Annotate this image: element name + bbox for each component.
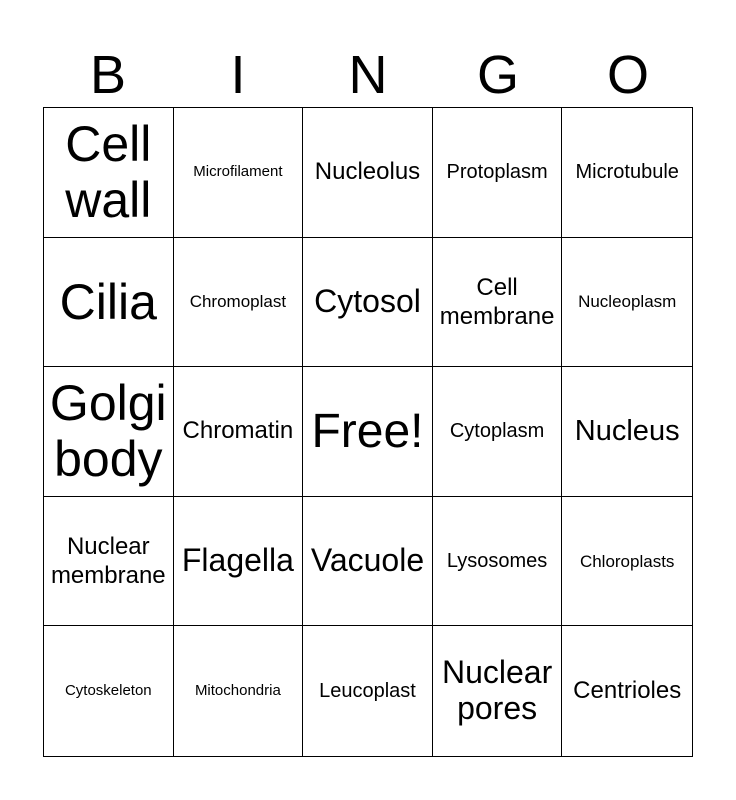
- header-letter-i: I: [230, 45, 246, 105]
- bingo-cell-r5c5[interactable]: [562, 626, 692, 756]
- header-letter-o: O: [606, 45, 649, 105]
- bingo-cell-free-space[interactable]: [303, 367, 433, 497]
- header-letter-b: B: [89, 45, 127, 105]
- cell-label: Nuclear pores: [441, 654, 553, 727]
- cell-label: Centrioles: [573, 676, 682, 704]
- bingo-cell-r4c2[interactable]: [174, 497, 304, 627]
- bingo-board: [43, 107, 693, 757]
- cell-label: Nucleolus: [314, 157, 421, 185]
- bingo-header: [43, 44, 693, 106]
- cell-label: Chloroplasts: [579, 551, 675, 571]
- cell-label: Mitochondria: [194, 681, 281, 699]
- cell-label: Lysosomes: [446, 549, 548, 572]
- cell-label: Cytoskeleton: [64, 681, 152, 699]
- bingo-cell-r5c2[interactable]: [174, 626, 304, 756]
- cell-label: Vacuole: [310, 542, 425, 579]
- cell-label: Chromoplast: [189, 292, 287, 312]
- bingo-cell-r5c3[interactable]: [303, 626, 433, 756]
- cell-label: Free!: [311, 404, 424, 458]
- bingo-cell-r1c3[interactable]: [303, 108, 433, 238]
- bingo-cell-r3c1[interactable]: [44, 367, 174, 497]
- bingo-cell-r2c4[interactable]: [433, 238, 563, 368]
- cell-label: Cytoplasm: [449, 420, 545, 443]
- bingo-cell-r3c5[interactable]: [562, 367, 692, 497]
- bingo-cell-r2c1[interactable]: [44, 238, 174, 368]
- bingo-cell-r5c1[interactable]: [44, 626, 174, 756]
- cell-label: Nucleus: [574, 415, 680, 448]
- bingo-cell-r2c2[interactable]: [174, 238, 304, 368]
- bingo-cell-r1c1[interactable]: [44, 108, 174, 238]
- cell-label: Protoplasm: [446, 161, 548, 184]
- bingo-cell-r4c1[interactable]: [44, 497, 174, 627]
- cell-label: Cytosol: [314, 282, 421, 319]
- cell-label: Golgi body: [49, 375, 167, 488]
- bingo-cell-r1c5[interactable]: [562, 108, 692, 238]
- bingo-cell-r4c5[interactable]: [562, 497, 692, 627]
- cell-label: Microfilament: [193, 162, 283, 180]
- cell-label: Nucleoplasm: [578, 292, 677, 312]
- bingo-cell-r1c4[interactable]: [433, 108, 563, 238]
- cell-label: Cell wall: [65, 116, 152, 229]
- cell-label: Chromatin: [182, 417, 294, 445]
- bingo-cell-r2c3[interactable]: [303, 238, 433, 368]
- cell-label: Microtubule: [575, 161, 679, 184]
- header-letter-n: N: [348, 45, 388, 105]
- bingo-cell-r4c4[interactable]: [433, 497, 563, 627]
- cell-label: Leucoplast: [319, 680, 416, 702]
- cell-label: Flagella: [181, 542, 294, 579]
- bingo-cell-r3c4[interactable]: [433, 367, 563, 497]
- cell-label: Nuclear membrane: [50, 532, 166, 590]
- header-letter-g: G: [476, 45, 519, 105]
- bingo-cell-r5c4[interactable]: [433, 626, 563, 756]
- cell-label: Cilia: [59, 273, 157, 330]
- bingo-cell-r1c2[interactable]: [174, 108, 304, 238]
- cell-label: Cell membrane: [439, 273, 555, 330]
- bingo-cell-r2c5[interactable]: [562, 238, 692, 368]
- bingo-cell-r4c3[interactable]: [303, 497, 433, 627]
- bingo-cell-r3c2[interactable]: [174, 367, 304, 497]
